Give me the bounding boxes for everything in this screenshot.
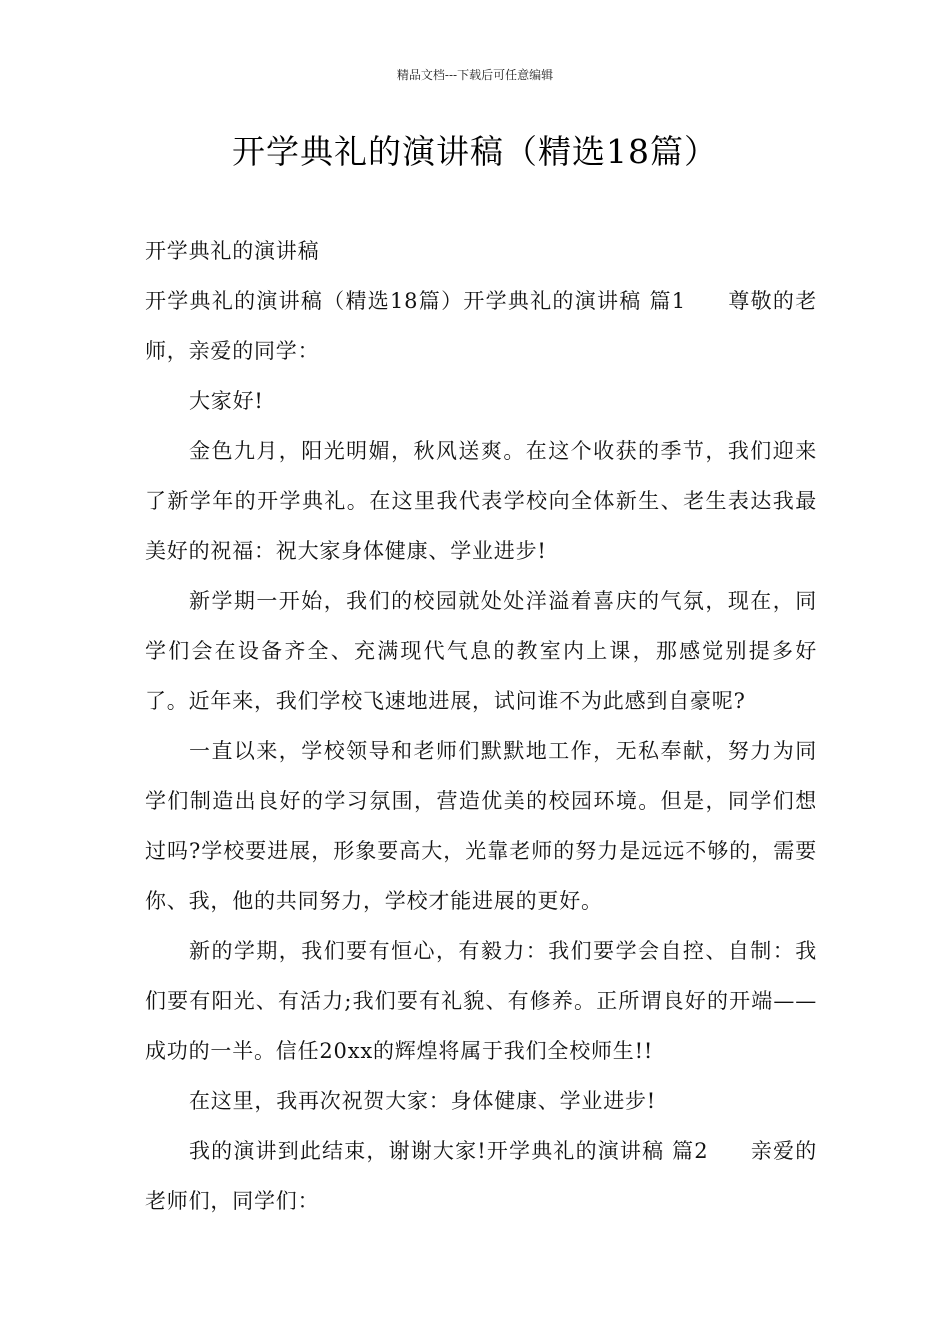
greeting: 大家好!	[189, 389, 264, 413]
intro-salutation: 尊敬的老师，亲爱的同学：	[145, 289, 817, 363]
paragraph: 一直以来，学校领导和老师们默默地工作，无私奉献，努力为同学们制造出良好的学习氛围，营造优美的校园环境。但是，同学们想过吗?学校要进展，形象要高大，光靠老师的努力是远远不够的，需要你、我，他的共同努力，学校才能进展的更好。	[145, 739, 817, 913]
paragraph: 在这里，我再次祝贺大家：身体健康、学业进步!	[189, 1089, 657, 1113]
document-title: 开学典礼的演讲稿（精选18篇）	[232, 132, 718, 171]
closing-salutation: 亲爱的老师们，同学们：	[145, 1139, 817, 1213]
closing-paragraph	[145, 1126, 817, 1226]
paragraph: 金色九月，阳光明媚，秋风送爽。在这个收获的季节，我们迎来了新学年的开学典礼。在这里我代表学校向全体新生、老生表达我最美好的祝福：祝大家身体健康、学业进步!	[145, 439, 817, 563]
subtitle: 开学典礼的演讲稿	[145, 239, 320, 263]
page-header: 精品文档---下载后可任意编辑	[396, 68, 554, 82]
document-body	[145, 226, 817, 1226]
paragraph: 新学期一开始，我们的校园就处处洋溢着喜庆的气氛，现在，同学们会在设备齐全、充满现代气息的教室内上课，那感觉别提多好了。近年来，我们学校飞速地进展，试问谁不为此感到自豪呢?	[145, 589, 817, 713]
intro-paragraph	[145, 276, 817, 376]
paragraph: 新的学期，我们要有恒心，有毅力：我们要学会自控、自制：我们要有阳光、有活力;我们要有礼貌、有修养。正所谓良好的开端——成功的一半。信任20xx的辉煌将属于我们全校师生!!	[145, 939, 817, 1063]
intro-heading: 开学典礼的演讲稿（精选18篇）开学典礼的演讲稿 篇1	[145, 289, 686, 313]
closing-text: 我的演讲到此结束，谢谢大家!开学典礼的演讲稿 篇2	[189, 1139, 709, 1163]
